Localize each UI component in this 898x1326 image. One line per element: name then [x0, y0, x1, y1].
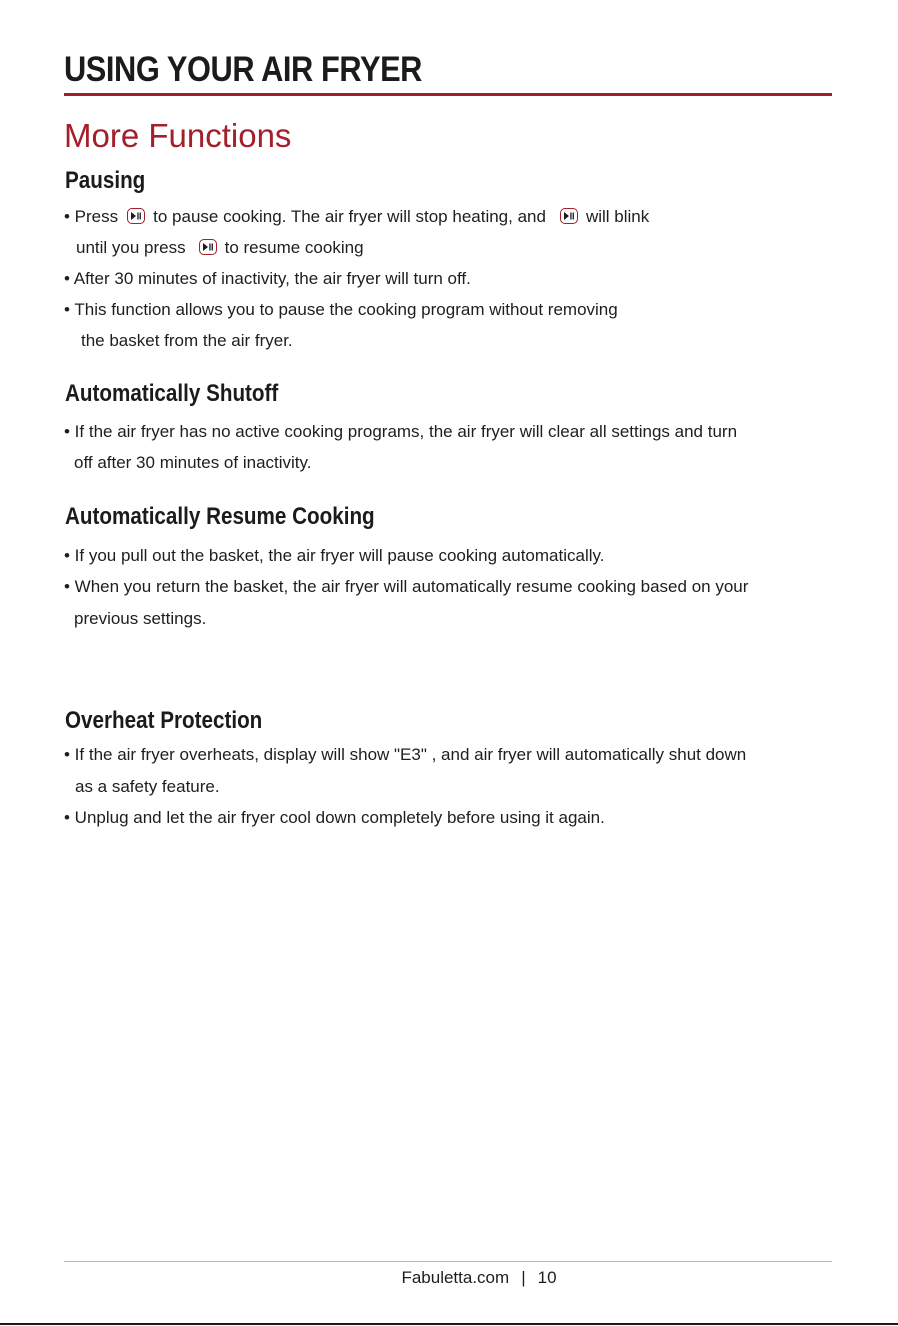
pausing-text-blink: will blink	[585, 207, 650, 226]
pausing-line-4: • This function allows you to pause the cooking program without removing	[64, 300, 618, 319]
play-pause-icon	[199, 239, 217, 255]
pausing-line-3: • After 30 minutes of inactivity, the air fryer will turn off.	[64, 269, 471, 288]
shutoff-heading: Automatically Shutoff	[65, 380, 279, 407]
overheat-line-1: • If the air fryer overheats, display will show "E3" , and air fryer will automatically shut down	[64, 745, 747, 764]
resume-line-2: • When you return the basket, the air fryer will automatically resume cooking based on your	[64, 577, 749, 596]
pausing-text-pause: to pause cooking. The air fryer will stop heating, and	[153, 207, 546, 226]
shutoff-line-2: off after 30 minutes of inactivity.	[74, 453, 312, 472]
footer	[0, 1268, 898, 1288]
page-number: 10	[537, 1268, 557, 1287]
pausing-line-1	[64, 207, 649, 227]
resume-line-3: previous settings.	[74, 609, 207, 628]
shutoff-line-1: • If the air fryer has no active cooking programs, the air fryer will clear all settings and turn	[64, 422, 738, 441]
overheat-line-2: as a safety feature.	[75, 777, 220, 796]
pausing-text-until: until you press	[76, 238, 186, 257]
page-title: USING YOUR AIR FRYER	[64, 50, 422, 89]
play-pause-icon	[560, 208, 578, 224]
page-bottom-edge	[0, 1323, 898, 1325]
section-title: More Functions	[64, 117, 292, 154]
overheat-line-3: • Unplug and let the air fryer cool down completely before using it again.	[64, 808, 605, 827]
resume-heading: Automatically Resume Cooking	[65, 503, 375, 530]
footer-separator: |	[521, 1268, 526, 1287]
pausing-line-2	[76, 238, 364, 258]
footer-divider	[64, 1261, 832, 1262]
play-pause-icon	[127, 208, 145, 224]
footer-site: Fabuletta.com	[401, 1268, 510, 1287]
resume-line-1: • If you pull out the basket, the air fryer will pause cooking automatically.	[64, 546, 605, 565]
pausing-heading: Pausing	[65, 167, 146, 194]
pausing-text-press: • Press	[64, 207, 119, 226]
pausing-line-5: the basket from the air fryer.	[81, 331, 293, 350]
overheat-heading: Overheat Protection	[65, 707, 263, 734]
title-divider	[64, 93, 832, 96]
pausing-text-resume: to resume cooking	[224, 238, 364, 257]
